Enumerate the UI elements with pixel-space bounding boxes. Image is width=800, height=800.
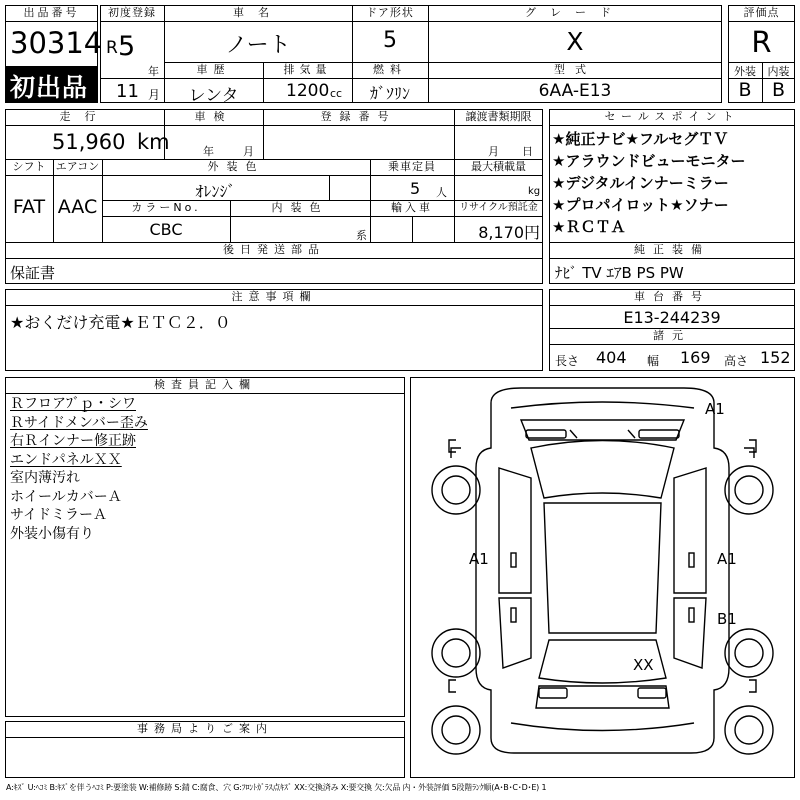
grade-label: グレード [525, 6, 625, 19]
width: 169 [680, 348, 711, 367]
mileage: 51,960 [52, 130, 126, 154]
mileage-unit: km [137, 130, 170, 154]
lot-label: 出品番号 [23, 6, 80, 19]
height: 152 [760, 348, 791, 367]
inspector-line: 右Ｒインナー修正跡 [10, 433, 136, 449]
ext-color-label: 外装色 [207, 160, 265, 173]
year: 5 [118, 31, 136, 62]
car-name-label: 車名 [233, 6, 283, 19]
transfer-label: 譲渡書類期限 [465, 110, 532, 123]
width-label: 幅 [647, 354, 660, 368]
height-label: 高さ [724, 354, 749, 368]
inspection-year-unit: 年 [203, 145, 214, 158]
capacity-unit: 人 [436, 186, 447, 199]
sales-points-label: セールスポイント [604, 110, 740, 123]
transfer-month-unit: 月 [488, 145, 499, 158]
month: 11 [116, 81, 139, 102]
displacement-label: 排気量 [283, 63, 332, 76]
ext-color: ｵﾚﾝｼﾞ [195, 182, 236, 201]
inspector-line: Ｒサイドメンバー歪み [10, 414, 148, 431]
inspector-line: エンドパネルＸＸ [10, 451, 122, 468]
recycle-label: リサイクル預託金 [459, 202, 538, 213]
equipment: ﾅﾋﾞ TV ｴｱB PS PW [555, 264, 684, 282]
doors: 5 [383, 28, 397, 53]
shift: FAT [12, 196, 46, 218]
office-label: 事務局よりご案内 [137, 722, 273, 735]
month-unit: 月 [148, 88, 161, 102]
sales-point: ★プロパイロット★ソナー [552, 196, 729, 214]
chassis-label: 車台番号 [634, 290, 710, 303]
fuel-label: 燃料 [373, 63, 407, 76]
displacement: 1200 [286, 81, 330, 101]
mileage-label: 走行 [59, 110, 110, 123]
model: 6AA-E13 [538, 81, 612, 101]
load-unit: kg [528, 186, 541, 197]
recycle: 8,170円 [478, 223, 540, 242]
fuel: ｶﾞｿﾘﾝ [369, 84, 410, 103]
notes-label: 注意事項欄 [231, 290, 317, 303]
exterior-label: 外装 [734, 65, 756, 78]
notes: ★おくだけ充電★ＥＴＣ２．０ [10, 313, 231, 332]
import-label: 輸入車 [391, 201, 433, 214]
color-no: CBC [149, 220, 183, 239]
dims-label: 諸元 [653, 329, 691, 342]
interior-label: 内装 [767, 65, 790, 78]
lot-number: 30314 [10, 26, 103, 60]
score-label: 評価点 [743, 6, 780, 19]
inspector-notes [10, 395, 148, 543]
inspector-line: サイドミラーＡ [10, 507, 108, 523]
load-label: 最大積載量 [471, 160, 526, 173]
score: R [751, 25, 772, 59]
history-label: 車歴 [196, 63, 231, 76]
car-outline-diagram [411, 378, 794, 777]
car-name: ノート [225, 33, 291, 58]
damage-diagram [410, 377, 795, 778]
era: R [106, 38, 118, 58]
transfer-day-unit: 日 [522, 145, 533, 158]
ac-label: エアコン [55, 160, 100, 173]
later-parts-label: 後日発送部品 [223, 243, 325, 256]
plate-label: 登録番号 [320, 110, 397, 123]
damage-mark: B1 [717, 610, 737, 628]
inspector-line: 外装小傷有り [10, 525, 94, 542]
interior-grade: B [771, 79, 786, 101]
sales-point: ★アラウンドビューモニター [552, 152, 746, 170]
year-unit: 年 [148, 65, 159, 78]
first-reg-label: 初度登録 [108, 6, 156, 19]
inspection-label: 車検 [194, 110, 233, 123]
inspector-line: 室内薄汚れ [10, 470, 80, 486]
model-label: 型式 [554, 63, 596, 76]
inspection-month-unit: 月 [243, 145, 254, 158]
later-parts: 保証書 [10, 264, 56, 282]
int-color-unit: 系 [356, 229, 367, 242]
sales-point: ★ＲＣＴＡ [552, 218, 626, 236]
shift-label: シフト [12, 160, 46, 173]
sales-point: ★デジタルインナーミラー [552, 174, 729, 192]
damage-mark: A1 [705, 400, 725, 418]
inspector-label: 検査員記入欄 [154, 378, 256, 391]
length: 404 [596, 348, 627, 367]
capacity-label: 乗車定員 [388, 160, 436, 173]
sales-point: ★純正ナビ★フルセグＴＶ [552, 130, 729, 148]
equipment-label: 純正装備 [634, 243, 710, 256]
inspector-line: ホイールカバーＡ [10, 488, 122, 505]
length-label: 長さ [555, 354, 580, 368]
damage-mark: A1 [717, 550, 737, 568]
chassis-number: E13-244239 [623, 308, 721, 327]
doors-label: ドア形状 [366, 6, 414, 19]
inspector-line: Ｒフロアﾌﾞｐ・シワ [10, 396, 136, 412]
ac: AAC [57, 196, 98, 218]
first-listing-label: 初出品 [10, 73, 89, 102]
damage-mark: A1 [469, 550, 489, 568]
damage-mark: XX [633, 656, 654, 674]
exterior-grade: B [738, 79, 752, 101]
sales-points-list [552, 128, 745, 238]
history: レンタ [188, 86, 239, 106]
displacement-unit: cc [330, 87, 343, 100]
legend: A:ｷｽﾞ U:ﾍｺﾐ B:ｷｽﾞを伴うﾍｺﾐ P:要塗装 W:補修跡 S:錆 C:腐食、穴 G:ﾌﾛﾝﾄｶﾞﾗｽ点ｷｽﾞ XX:交換済み X:要交換 欠:欠品 内・外装評価 5段階ﾗﾝｸ順(A･B･C･D･E) 1 [6, 783, 547, 792]
grade: X [566, 27, 584, 56]
color-no-label: カラーNo. [131, 201, 201, 214]
capacity: 5 [410, 179, 421, 198]
int-color-label: 内装色 [271, 201, 329, 214]
